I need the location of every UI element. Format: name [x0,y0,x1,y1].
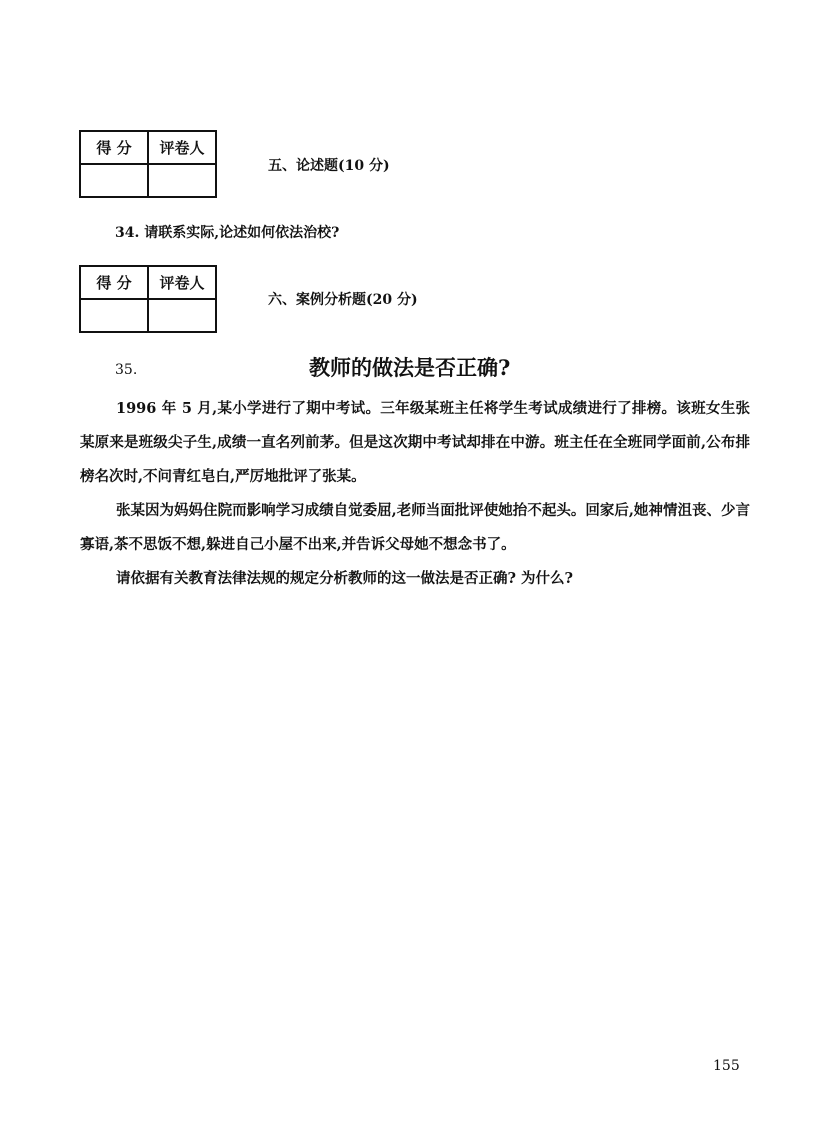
score-box-section-6 [79,265,217,333]
case-paragraph-1: 1996 年 5 月,某小学进行了期中考试。三年级某班主任将学生考试成绩进行了排榜。该班女生张某原来是班级尖子生,成绩一直名列前茅。但是这次期中考试却排在中游。班主任在全班同学面前,公布排榜名次时,不问青红皂白,严厉地批评了张某。 [80,400,750,485]
page-number: 155 [713,1058,740,1074]
question-35-number: 35. [115,362,138,378]
grader-cell [148,164,216,197]
case-paragraph-2: 张某因为妈妈住院而影响学习成绩自觉委屈,老师当面批评使她抬不起头。回家后,她神情沮丧、少言寡语,茶不思饭不想,躲进自己小屋不出来,并告诉父母她不想念书了。 [80,502,750,553]
case-title: 教师的做法是否正确? [309,355,511,380]
question-34: 34. 请联系实际,论述如何依法治校? [115,225,340,241]
case-question-prompt: 请依据有关教育法律法规的规定分析教师的这一做法是否正确? 为什么? [116,570,574,587]
score-label: 得 分 [80,131,148,164]
grader-label: 评卷人 [148,131,216,164]
grader-label: 评卷人 [148,266,216,299]
section-6-title: 六、案例分析题(20 分) [268,292,418,308]
score-label: 得 分 [80,266,148,299]
score-cell [80,164,148,197]
grader-cell [148,299,216,332]
score-cell [80,299,148,332]
score-box-section-5 [79,130,217,198]
section-5-title: 五、论述题(10 分) [268,158,390,174]
